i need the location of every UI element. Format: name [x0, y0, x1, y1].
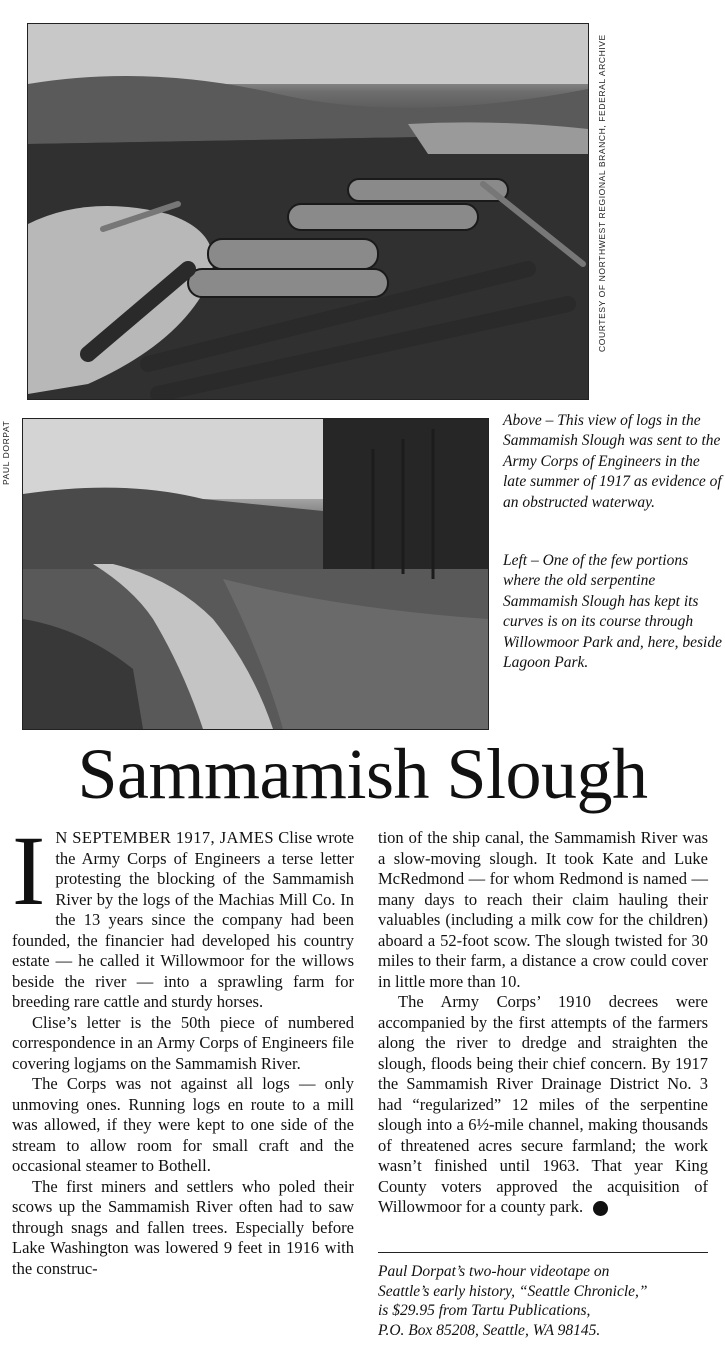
photo-logs-in-slough: [27, 23, 589, 400]
article-column-right: [378, 828, 708, 1218]
promo-line: P.O. Box 85208, Seattle, WA 98145.: [378, 1321, 601, 1339]
photo-park-illustration: [23, 419, 488, 729]
article-paragraph-5: [378, 992, 708, 1218]
article-paragraph-4-continued: tion of the ship canal, the Sammamish River was a slow-moving slough. It took Kate and Luke McRedmond — for whom Redmond is named — many days to reach their claim hauling their valuables (including a milk cow for the children) aboard a 52-foot scow. The slough twisted for 30 miles to their farm, a distance a crow could cover in little more than 10.: [378, 828, 708, 991]
caption-above: Above – This view of logs in the Sammamish Slough was sent to the Army Corps of Engineers in the late summer of 1917 as evidence of an obstructed waterway.: [503, 412, 722, 511]
photo-slough-park: [22, 418, 489, 730]
paragraph-5-text-b: -mile channel, making thousands of threatened acres secure farmland; the work wasn’t finished until 1963. That year King County voters approved the acquisition of Willowmoor for a county park.: [378, 1115, 708, 1216]
article-paragraph-1: [12, 815, 354, 1013]
photo-credit-archive: COURTESY OF NORTHWEST REGIONAL BRANCH, FEDERAL ARCHIVE: [597, 34, 607, 352]
fraction-half: ½: [476, 1115, 489, 1134]
article-column-left: [12, 815, 354, 1279]
photo-credit-dorpat: PAUL DORPAT: [1, 420, 11, 485]
drop-cap: I: [12, 815, 46, 926]
promo-line: Paul Dorpat’s two-hour videotape on: [378, 1263, 610, 1280]
promo-divider: [378, 1252, 708, 1253]
end-mark-icon: P: [593, 1201, 608, 1216]
paragraph-5-text-a: The Army Corps’ 1910 decrees were accompanied by the first attempts of the farmers along the river to dredge and straighten the slough, floods being their chief concern. By 1917 the Sammamish River Drainage District No. 3 had “regularized” 12 miles of the serpentine slough into a 6: [378, 992, 708, 1134]
article-paragraph-2: Clise’s letter is the 50th piece of numbered correspondence in an Army Corps of Engineers file covering logjams on the Sammamish River.: [12, 1012, 354, 1073]
article-paragraph-4: The first miners and settlers who poled their scows up the Sammamish River often had to saw through snags and fallen trees. Especially before Lake Washington was lowered 9 feet in 1916 with the construc-: [12, 1176, 354, 1278]
videotape-promo: [378, 1262, 708, 1340]
headline: Sammamish Slough: [77, 734, 648, 814]
promo-line: Seattle’s early history, “Seattle Chronicle,”: [378, 1282, 648, 1300]
photo-logs-illustration: [28, 24, 588, 399]
caption-left: Left – One of the few portions where the old serpentine Sammamish Slough has kept its curves is on its course through Willowmoor Park and, here, beside Lagoon Park.: [503, 552, 722, 672]
article-paragraph-3: The Corps was not against all logs — only unmoving ones. Running logs en route to a mill was allowed, if they were kept to one side of the stream to allow room for small craft and the occasional steamer to Bothell.: [12, 1074, 354, 1175]
paragraph-1-text: Clise wrote the Army Corps of Engineers a terse letter protesting the blocking of the Sammamish River by the logs of the Machias Mill Co. In the 13 years since the company had been founded, the financier had developed his country estate — he called it Willowmoor for the willows beside the river — into a sprawling farm for breeding rare cattle and sturdy horses.: [12, 828, 354, 1011]
lead-caps: N SEPTEMBER 1917, JAMES: [55, 828, 274, 847]
promo-line: is $29.95 from Tartu Publications,: [378, 1302, 591, 1320]
